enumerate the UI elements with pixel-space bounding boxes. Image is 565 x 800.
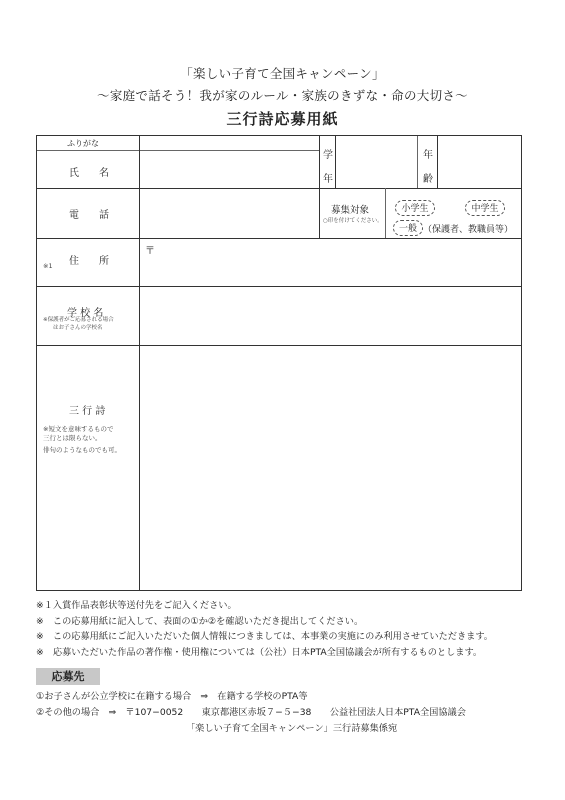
address-label: 住 所 (69, 256, 109, 267)
address-note: ※1 (43, 262, 53, 270)
poem-label: 三 行 詩 (69, 406, 106, 417)
category-note: ○印を付けてください。 (323, 218, 383, 224)
school-label: 学 校 名 (67, 308, 104, 319)
destination-line-2: ②その他の場合 ⇒ 〒107−0052 東京都港区赤坂７−５−38 公益社団法人日本PTA全国協議会 (36, 707, 466, 718)
phone-field[interactable] (141, 190, 317, 236)
poem-field[interactable] (141, 347, 519, 589)
campaign-title: 「楽しい子育て全国キャンペーン」 (180, 66, 385, 81)
option-elementary[interactable]: 小学生 (395, 200, 435, 216)
application-form (36, 135, 522, 591)
phone-label: 電 話 (69, 210, 109, 221)
destination-line-3: 「楽しい子育て全国キャンペーン」三行詩募集係宛 (186, 723, 398, 734)
furigana-label: ふりがな (67, 139, 99, 148)
name-field[interactable] (141, 152, 317, 186)
poem-note-1: ※短文を意味するもので (43, 425, 114, 433)
destination-info (36, 689, 466, 737)
note-item: ※ この応募用紙に記入して、表面の①か②を確認いただき提出してください。 (36, 615, 364, 627)
postal-mark: 〒 (145, 246, 155, 257)
form-title: 三行詩応募用紙 (226, 110, 339, 128)
campaign-subtitle: 〜家庭で話そう！我が家のルール・家族のきずな・命の大切さ〜 (97, 88, 468, 103)
school-note-1: ※保護者がご応募される場合 (43, 317, 114, 323)
note-item: ※ 応募いただいた作品の著作権・使用権については（公社）日本PTA全国協議会が所有するものとします。 (36, 646, 483, 658)
school-note-2: はお子さんの学校名 (53, 325, 103, 331)
grade-label-top: 学 (323, 150, 333, 161)
notes-list (36, 598, 493, 660)
grade-label-bottom: 年 (323, 174, 333, 185)
age-label-bottom: 齢 (423, 174, 433, 185)
note-item: ※ この応募用紙にご記入いただいた個人情報につきましては、本事業の実施にのみ利用させていただきます。 (36, 631, 493, 642)
poem-note-3: 俳句のようなものでも可。 (43, 446, 121, 454)
poem-note-2: 三行とは限らない。 (43, 434, 102, 442)
general-note: （保護者、教職員等） (423, 225, 514, 235)
grade-field[interactable] (337, 138, 415, 186)
destination-heading: 応募先 (36, 668, 100, 685)
option-junior-high[interactable]: 中学生 (465, 200, 505, 216)
school-field[interactable] (141, 288, 519, 343)
category-label: 募集対象 (331, 205, 370, 216)
age-field[interactable] (439, 138, 519, 186)
name-label: 氏 名 (69, 168, 109, 179)
destination-line-1: ①お子さんが公立学校に在籍する場合 ⇒ 在籍する学校のPTA等 (36, 691, 308, 702)
option-general[interactable]: 一般 (393, 220, 423, 236)
age-label-top: 年 (423, 150, 433, 161)
address-field[interactable] (157, 240, 517, 284)
note-item: ※１入賞作品表彰状等送付先をご記入ください。 (36, 600, 237, 611)
